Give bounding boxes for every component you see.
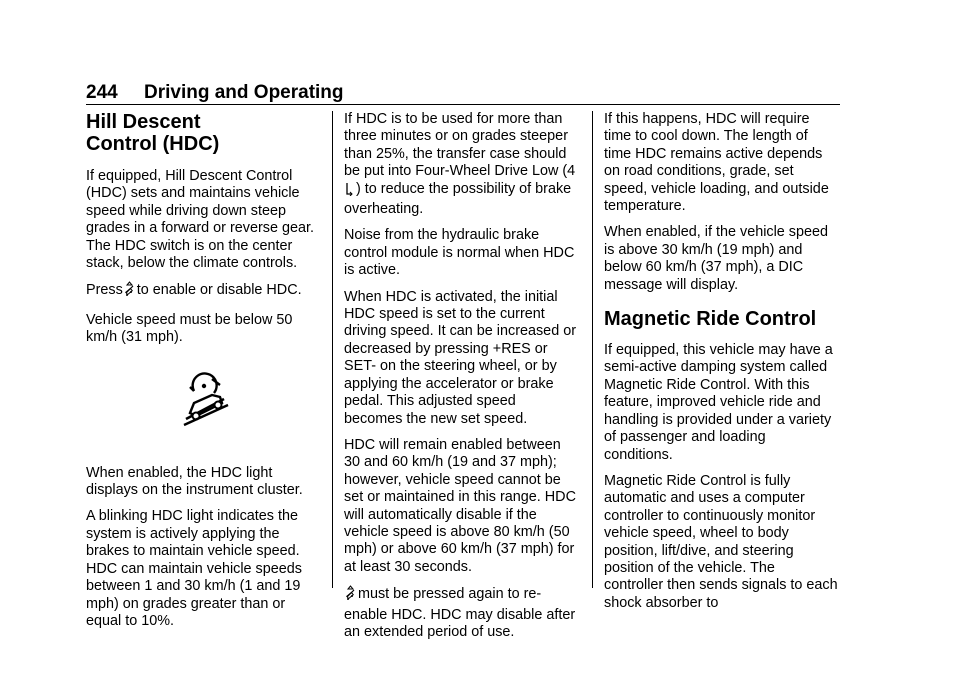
column-1 (86, 111, 320, 639)
hdc-blinking-text: A blinking HDC light indicates the system is actively applying the brakes to maintain vehicle speed. HDC can maintain vehicle speeds between 1 and 30 km/h (1 and 19 mph) on grades greater than or equal to 10%. (86, 508, 302, 629)
magnetic-ride-intro: If equipped, this vehicle may have a semi-active damping system called Magnetic Ride Control. With this feature, improved vehicle ride and handling is provided under a variety of passenger and loading conditions. (604, 342, 833, 463)
magnetic-ride-heading: Magnetic Ride Control (604, 308, 817, 331)
hdc-speed-set-text: When HDC is activated, the initial HDC speed is set to the current driving speed. It can be increased or decreased by pressing +RES or SET- on the steering wheel, or by applying the accelerator or brake pedal. This adjusted speed becomes the new set speed. (344, 288, 576, 427)
hdc-range-text: HDC will remain enabled between 30 and 60 km/h (19 and 37 mph); however, vehicle speed cannot be set or maintained in this range. HDC will automatically disable if the vehicle speed is above 80 km/h (50 mph) or above 60 km/h (37 mph) for at least 30 seconds. (344, 436, 576, 575)
transfer-case-text (344, 111, 578, 218)
hdc-reenable-text (344, 585, 578, 641)
hdc-heading (86, 111, 320, 155)
page-number: 244 (86, 82, 118, 103)
page-header (86, 82, 840, 104)
header-rule (86, 104, 840, 105)
cool-down-text: If this happens, HDC will require time to cool down. The length of time HDC remains active depends on road conditions, grade, set speed, vehicle loading, and outside temperature. (604, 111, 829, 215)
column-3 (604, 111, 838, 621)
column-divider-2 (592, 111, 593, 588)
brake-noise-text: Noise from the hydraulic brake control module is normal when HDC is active. (344, 227, 575, 279)
column-divider-1 (332, 111, 333, 588)
press-word: Press (86, 282, 123, 299)
press-instruction-text: to enable or disable HDC. (136, 282, 302, 299)
dic-message-text: When enabled, if the vehicle speed is above 30 km/h (19 mph) and below 60 km/h (37 mph), a DIC message will display. (604, 224, 829, 293)
transfer-case-text-end: ) to reduce the possibility of brake overheating. (344, 180, 572, 218)
hdc-heading-line2: Control (HDC) (86, 133, 220, 155)
hdc-light-text: When enabled, the HDC light displays on the instrument cluster. (86, 464, 303, 499)
hdc-light-icon (176, 371, 236, 431)
magnetic-ride-details: Magnetic Ride Control is fully automatic and uses a computer controller to continuously monitor vehicle speed, wheel to body position, lift/dive, and steering position of the vehicle. The controller then sends signals to each shock absorber to (604, 472, 838, 611)
hdc-button-icon (124, 281, 135, 302)
section-title: Driving and Operating (144, 82, 344, 103)
transfer-case-text-start: If HDC is to be used for more than three minutes or on grades steeper than 25%, the transfer case should be put into Four-Wheel Drive Low (4 (344, 111, 576, 180)
four-wheel-low-icon (345, 182, 354, 201)
hdc-speed-limit: Vehicle speed must be below 50 km/h (31 mph). (86, 311, 293, 346)
hdc-button-icon-2 (345, 585, 356, 606)
hdc-reenable-text-body: must be pressed again to re-enable HDC. HDC may disable after an extended period of use. (344, 586, 576, 640)
hdc-press-instruction (86, 281, 320, 302)
hdc-intro: If equipped, Hill Descent Control (HDC) sets and maintains vehicle speed while driving down steep grades in a forward or reverse gear. The HDC switch is on the center stack, below the climate controls. (86, 168, 314, 272)
hdc-heading-line1: Hill Descent (86, 111, 201, 133)
hdc-light-figure (86, 371, 320, 437)
column-2 (344, 111, 578, 650)
